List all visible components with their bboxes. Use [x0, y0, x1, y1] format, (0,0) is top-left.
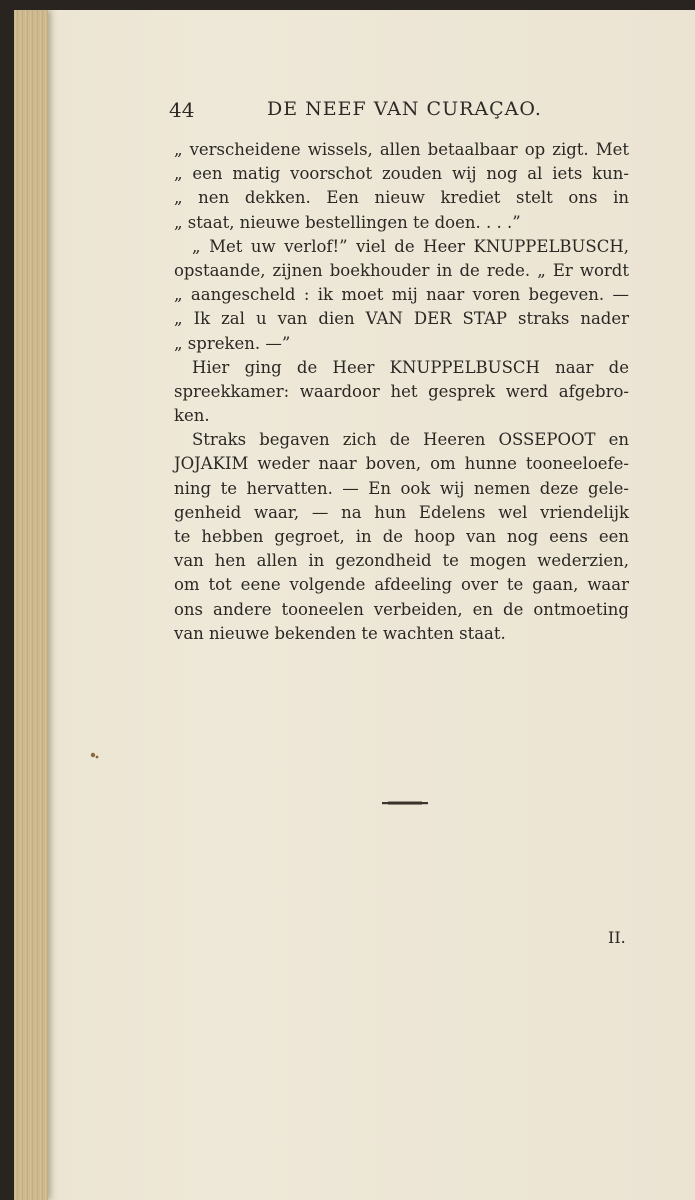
running-title: DE NEEF VAN CURAÇAO.: [267, 98, 542, 120]
page-number: 44: [169, 98, 195, 122]
page-stack-edge: [14, 10, 48, 1200]
text-line: „ aangescheld : ik moet mij naar voren begeven. —: [174, 285, 629, 305]
text-line: opstaande, zijnen boekhouder in de rede. „ Er wordt: [174, 260, 629, 280]
paper-speck: [90, 752, 99, 759]
page-header: [169, 98, 599, 124]
text-line: genheid waar, — na hun Edelens wel vriendelijk: [174, 502, 629, 522]
text-line: „ nen dekken. Een nieuw krediet stelt ons in: [174, 188, 629, 208]
body-text: [174, 138, 629, 646]
text-line: ken.: [174, 406, 210, 426]
text-line: ons andere tooneelen verbeiden, en de ontmoeting: [174, 599, 629, 619]
text-line: Hier ging de Heer KNUPPELBUSCH naar de: [192, 357, 629, 377]
text-line: om tot eene volgende afdeeling over te gaan, waar: [174, 575, 629, 595]
text-line: „ Met uw verlof!” viel de Heer KNUPPELBUSCH,: [192, 236, 629, 256]
text-line: Straks begaven zich de Heeren OSSEPOOT en: [192, 430, 629, 450]
text-line: spreekkamer: waardoor het gesprek werd afgebro-: [174, 381, 629, 401]
text-line: „ een matig voorschot zouden wij nog al iets kun-: [174, 164, 629, 184]
text-line: „ Ik zal u van dien VAN DER STAP straks nader: [174, 309, 629, 329]
text-line: „ verscheidene wissels, allen betaalbaar op zigt. Met: [174, 140, 629, 159]
text-line: van nieuwe bekenden te wachten staat.: [174, 623, 506, 643]
section-rule-ornament: [382, 800, 428, 806]
catchword: II.: [608, 928, 626, 947]
text-line: „ staat, nieuwe bestellingen te doen. . . .”: [174, 212, 521, 232]
text-line: van hen allen in gezondheid te mogen wederzien,: [174, 551, 629, 571]
book-page: [14, 10, 695, 1200]
text-line: JOJAKIM weder naar boven, om hunne tooneeloefe-: [174, 454, 629, 474]
text-line: te hebben gegroet, in de hoop van nog eens een: [174, 527, 629, 546]
text-line: ning te hervatten. — En ook wij nemen deze gele-: [174, 478, 629, 498]
text-line: „ spreken. —”: [174, 333, 291, 353]
